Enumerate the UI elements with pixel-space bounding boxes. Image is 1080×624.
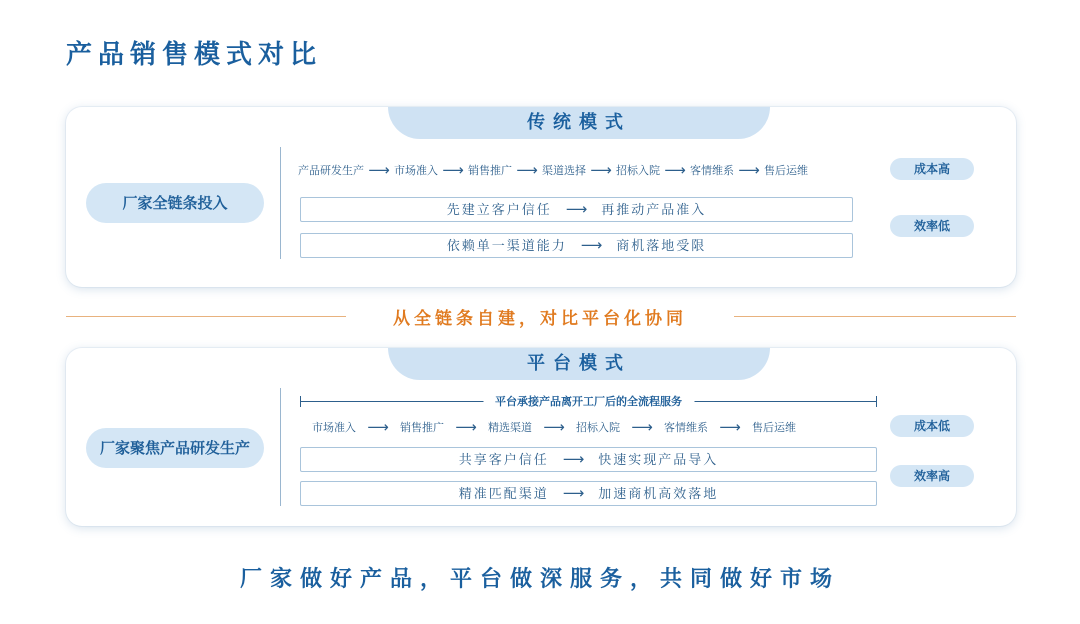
comparison-caption: 从全链条自建，对比平台化协同	[393, 309, 687, 329]
flow-step: 销售推广	[400, 421, 444, 434]
box-text-right: 商机落地受限	[616, 239, 707, 254]
platform-feature-box-1	[300, 447, 877, 472]
arrow-right-icon: ⟶	[664, 161, 686, 179]
flow-step: 售后运维	[764, 164, 808, 177]
box-text-right: 快速实现产品导入	[598, 453, 719, 468]
divider-line-right	[734, 316, 1016, 317]
box-text-right: 再推动产品准入	[601, 203, 707, 218]
arrow-right-icon: ⟶	[565, 200, 588, 218]
flow-step: 渠道选择	[542, 164, 586, 177]
platform-feature-box-2	[300, 481, 877, 506]
arrow-right-icon: ⟶	[590, 161, 612, 179]
arrow-right-icon: ⟶	[719, 418, 741, 436]
arrow-right-icon: ⟶	[367, 418, 389, 436]
arrow-right-icon: ⟶	[442, 161, 464, 179]
platform-model-tab: 平台模式	[388, 348, 770, 380]
platform-flow	[312, 418, 796, 436]
platform-scope-bracket	[300, 394, 877, 408]
traditional-flow	[298, 161, 808, 179]
traditional-feature-box-2	[300, 233, 853, 258]
box-text-right: 加速商机高效落地	[598, 487, 719, 502]
bracket-label: 平台承接产品离开工厂后的全流程服务	[483, 393, 694, 409]
flow-step: 销售推广	[468, 164, 512, 177]
flow-step: 市场准入	[394, 164, 438, 177]
flow-step: 产品研发生产	[298, 164, 364, 177]
flow-step: 招标入院	[576, 421, 620, 434]
traditional-feature-box-1	[300, 197, 853, 222]
flow-step: 客情维系	[690, 164, 734, 177]
bracket-tick-left	[300, 396, 301, 407]
page-title: 产品销售模式对比	[66, 40, 323, 70]
arrow-right-icon: ⟶	[516, 161, 538, 179]
platform-left-label: 厂家聚焦产品研发生产	[86, 428, 264, 468]
platform-model-panel	[66, 348, 1016, 526]
arrow-right-icon: ⟶	[562, 484, 585, 502]
flow-step: 客情维系	[664, 421, 708, 434]
arrow-right-icon: ⟶	[543, 418, 565, 436]
box-text-left: 精准匹配渠道	[458, 487, 549, 502]
traditional-model-panel	[66, 107, 1016, 287]
traditional-left-label: 厂家全链条投入	[86, 183, 264, 223]
arrow-right-icon: ⟶	[631, 418, 653, 436]
arrow-right-icon: ⟶	[562, 450, 585, 468]
platform-divider-line	[280, 388, 281, 506]
arrow-right-icon: ⟶	[368, 161, 390, 179]
flow-step: 市场准入	[312, 421, 356, 434]
traditional-cost-badge: 成本高	[890, 158, 974, 180]
bracket-tick-right	[876, 396, 877, 407]
divider-line-left	[66, 316, 346, 317]
traditional-efficiency-badge: 效率低	[890, 215, 974, 237]
platform-cost-badge: 成本低	[890, 415, 974, 437]
flow-step: 售后运维	[752, 421, 796, 434]
flow-step: 招标入院	[616, 164, 660, 177]
footer-slogan: 厂家做好产品，平台做深服务，共同做好市场	[239, 567, 840, 592]
box-text-left: 依赖单一渠道能力	[446, 239, 567, 254]
arrow-right-icon: ⟶	[580, 236, 603, 254]
box-text-left: 先建立客户信任	[446, 203, 552, 218]
arrow-right-icon: ⟶	[455, 418, 477, 436]
platform-efficiency-badge: 效率高	[890, 465, 974, 487]
traditional-divider-line	[280, 147, 281, 259]
flow-step: 精选渠道	[488, 421, 532, 434]
box-text-left: 共享客户信任	[458, 453, 549, 468]
arrow-right-icon: ⟶	[738, 161, 760, 179]
traditional-model-tab: 传统模式	[388, 107, 770, 139]
